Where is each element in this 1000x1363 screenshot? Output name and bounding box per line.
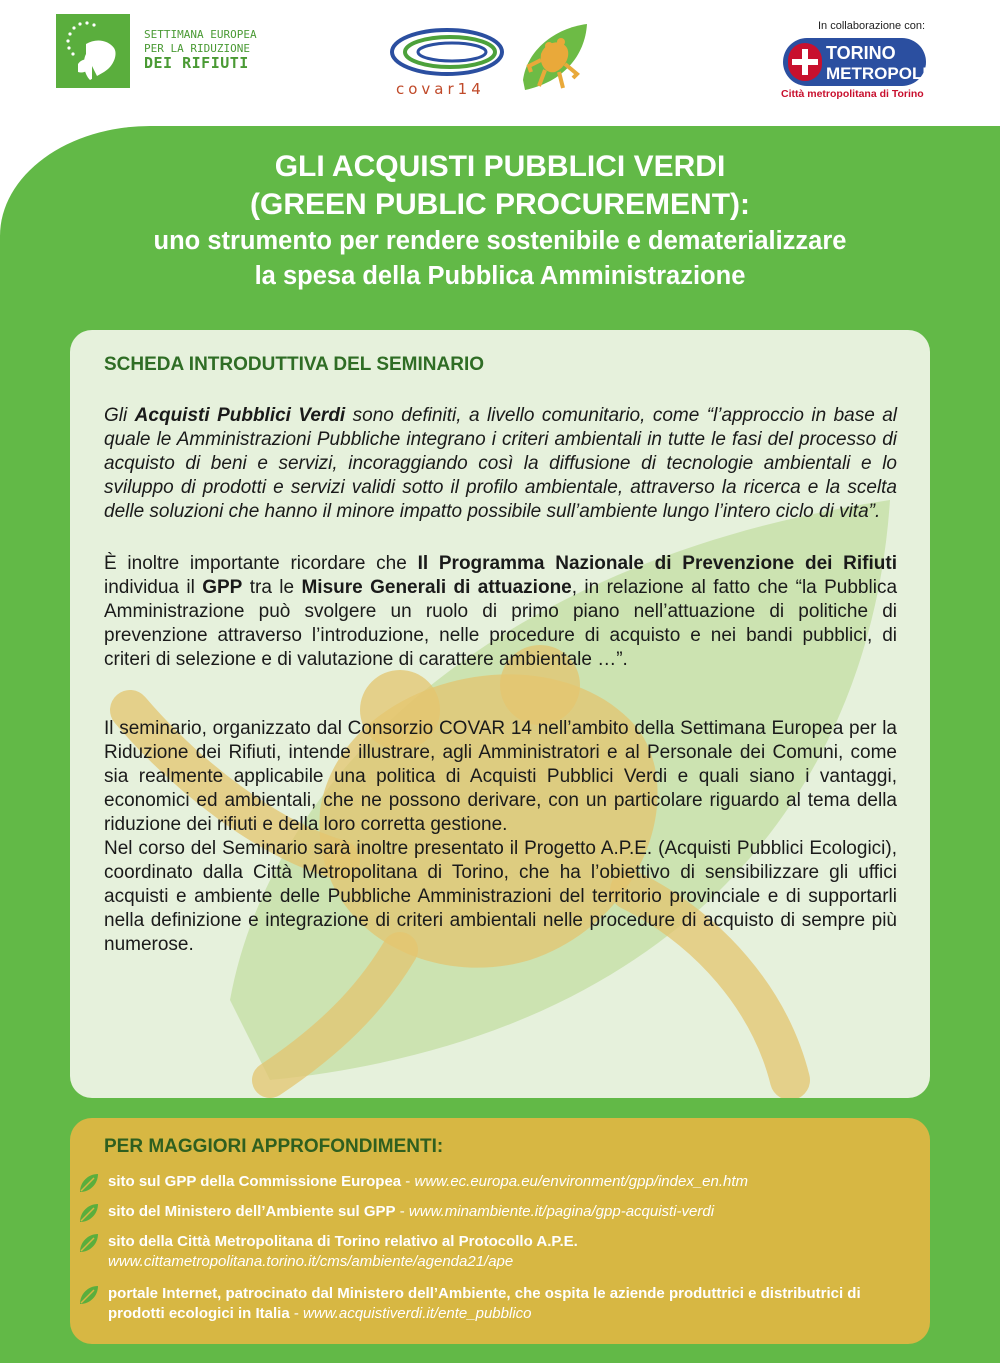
link-url[interactable]: www.acquistiverdi.it/ente_pubblico — [303, 1305, 532, 1322]
title-line2: (GREEN PUBLIC PROCUREMENT): — [250, 188, 750, 221]
page-header — [0, 0, 1000, 135]
further-info-panel — [70, 1118, 930, 1344]
further-info-heading: PER MAGGIORI APPROFONDIMENTI: — [104, 1136, 444, 1157]
intro-content — [104, 354, 897, 957]
leaf-bullet-icon — [78, 1172, 100, 1194]
intro-heading: SCHEDA INTRODUTTIVA DEL SEMINARIO — [104, 354, 485, 375]
covar-name: covar14 — [396, 80, 485, 98]
link-separator: - — [401, 1173, 415, 1190]
link-text — [108, 1284, 918, 1324]
title-line1: GLI ACQUISTI PUBBLICI VERDI — [274, 150, 726, 183]
frog-leaf-logo-icon — [515, 20, 593, 98]
p1-bold-term: Acquisti Pubblici Verdi — [134, 405, 346, 426]
link-label: sito del Ministero dell’Ambiente sul GPP — [108, 1203, 396, 1220]
link-separator: - — [289, 1305, 304, 1322]
p2-text-a: È inoltre importante ricordare che — [104, 553, 418, 574]
title-line4: la spesa della Pubblica Amministrazione — [254, 262, 746, 290]
collaboration-label: In collaborazione con: — [818, 20, 926, 32]
leaf-bullet-icon — [78, 1202, 100, 1224]
intro-paragraph-1 — [104, 404, 897, 524]
p2-bold-misure: Misure Generali di attuazione — [301, 577, 572, 598]
torino-line2: METROPOLI — [826, 64, 927, 83]
link-text — [108, 1172, 918, 1192]
leaf-bullet-icon — [78, 1284, 100, 1306]
link-label: sito sul GPP della Commissione Europea — [108, 1173, 402, 1190]
link-text — [108, 1232, 918, 1272]
title-line3: uno strumento per rendere sostenibile e dematerializzare — [153, 227, 847, 255]
ewwr-name — [144, 28, 284, 70]
intro-paragraph-2 — [104, 552, 897, 672]
link-url[interactable]: www.cittametropolitana.torino.it/cms/ambiente/agenda21/ape — [108, 1253, 514, 1270]
link-url[interactable]: www.ec.europa.eu/environment/gpp/index_en.htm — [414, 1173, 749, 1190]
torino-line1: TORINO — [826, 43, 896, 63]
intro-paragraph-3: Il seminario, organizzato dal Consorzio COVAR 14 nell’ambito della Settimana Europea per la Riduzione dei Rifiuti, intende illustrare, agli Amministratori e al Personale dei Comuni, come sia realmente applicabile una politica di Acquisti Pubblici Verdi e quali siano i vantaggi, economici ed ambientali, che ne possono derivare, con un particolare riguardo al tema della riduzione dei rifiuti e della loro corretta gestione. — [104, 718, 897, 835]
link-label: portale Internet, patrocinato dal Ministero dell’Ambiente, che ospita le aziende produttrici e distributrici di prodotti ecologici in Italia — [108, 1285, 861, 1322]
link-text — [108, 1202, 918, 1222]
torino-subtitle: Città metropolitana di Torino — [781, 88, 924, 100]
p1-text-a: Gli — [104, 405, 135, 426]
page-title — [0, 148, 1000, 294]
link-label: sito della Città Metropolitana di Torino relativo al Protocollo A.P.E. — [108, 1233, 578, 1250]
intro-panel — [70, 330, 930, 1098]
ewwr-line2: PER LA RIDUZIONE — [144, 42, 250, 55]
ewwr-line3: DEI RIFIUTI — [144, 54, 249, 72]
ewwr-line1: SETTIMANA EUROPEA — [144, 28, 257, 41]
ewwr-hand-icon — [56, 14, 130, 88]
link-separator: - — [395, 1203, 409, 1220]
ewwr-logo — [56, 14, 130, 88]
p2-text-c: tra le — [242, 577, 302, 598]
leaf-bullet-icon — [78, 1232, 100, 1254]
p2-text-d: , in relazione al fatto che “la Pubblica Amministrazione può svolgere un ruolo di primo piano nell’attuazione di politiche di prevenzione attraverso l’introduzione, nelle procedure di acquisto e nei bandi pubblici, di criteri di selezione e di valutazione di carattere ambientale …”. — [104, 577, 898, 670]
p1-text-b: sono definiti, a livello comunitario, come “l’approccio in base al quale le Amministrazioni Pubbliche integrano i criteri ambientali in tutte le fasi del processo di acquisto di beni e servizi, incoraggiando così la diffusione di tecnologie ambientali e lo sviluppo di prodotti e servizi validi sotto il profilo ambientale, attraverso la ricerca e la scelta delle soluzioni che hanno il minore impatto possibile sull’ambiente lungo l’intero ciclo di vita”. — [104, 405, 898, 522]
p2-bold-programma: Il Programma Nazionale di Prevenzione dei Rifiuti — [417, 553, 898, 574]
p2-text-b: individua il — [104, 577, 203, 598]
intro-paragraph-4: Nel corso del Seminario sarà inoltre presentato il Progetto A.P.E. (Acquisti Pubblici Ecologici), coordinato dalla Città Metropolitana di Torino, che ha l’obiettivo di sensibilizzare gli uffici acquisti e ambiente delle Pubbliche Amministrazioni del territorio provinciale e di supportarli nella definizione e integrazione di criteri ambientali nelle procedure di acquisto di sempre più numerose. — [104, 838, 897, 955]
link-url[interactable]: www.minambiente.it/pagina/gpp-acquisti-verdi — [408, 1203, 715, 1220]
torino-metropoli-logo-icon — [782, 37, 927, 87]
covar-logo-icon — [388, 22, 506, 82]
p2-bold-gpp: GPP — [202, 577, 243, 598]
